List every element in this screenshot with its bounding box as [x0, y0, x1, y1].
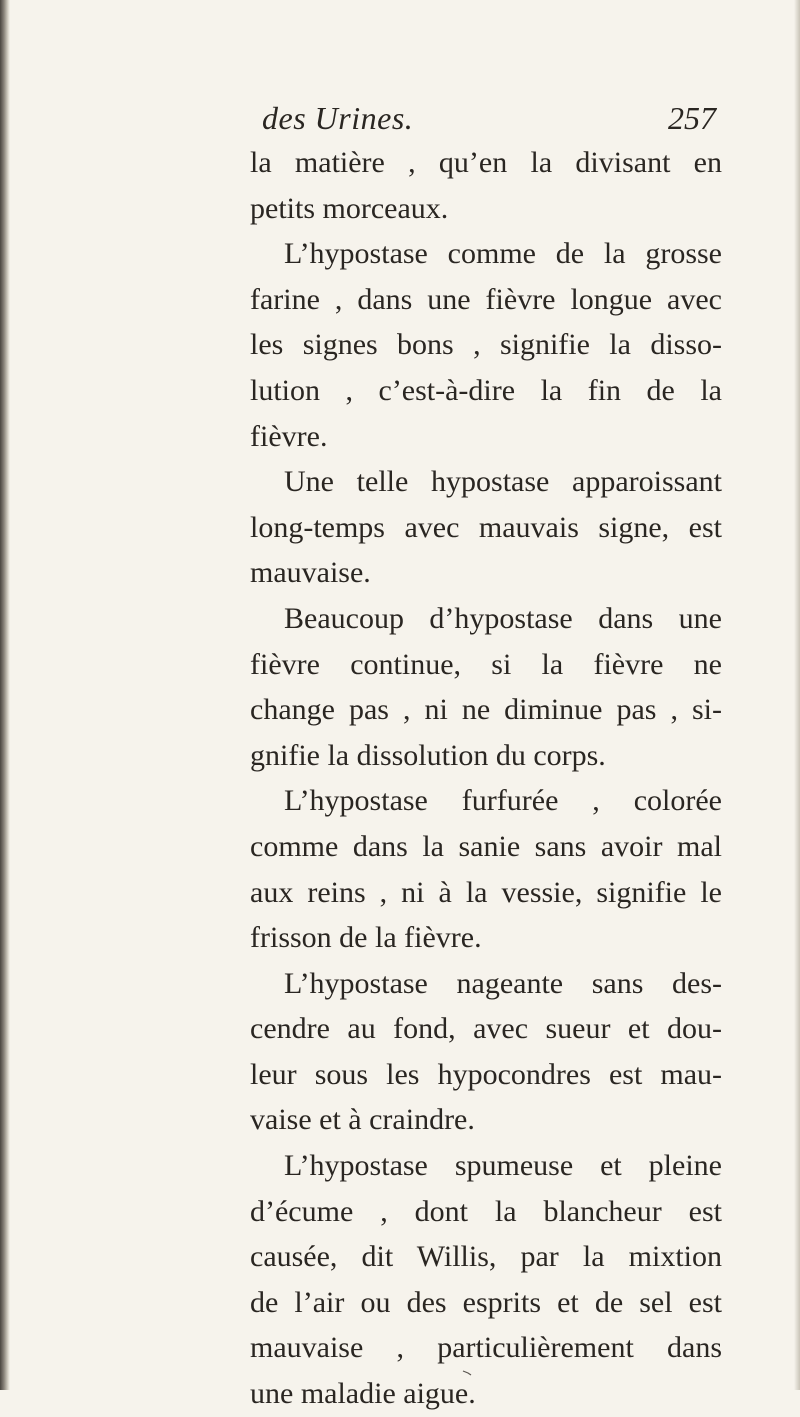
text-line: Beaucoup d’hypostase dans une	[284, 601, 722, 635]
text-line: Une telle hypostase apparoissant	[284, 465, 722, 499]
running-title: des Urines.	[262, 100, 414, 136]
text-line: mauvaise , particulièrement dans	[250, 1331, 722, 1365]
page-right-edge	[794, 0, 800, 1390]
body-text	[250, 140, 722, 1417]
text-line: aux reins , ni à la vessie, signifie le	[250, 875, 722, 909]
page-binding-edge	[0, 0, 10, 1390]
text-line: mauvaise.	[250, 556, 371, 590]
text-line: vaise et à craindre.	[250, 1103, 475, 1137]
text-line: d’écume , dont la blancheur est	[250, 1194, 722, 1228]
text-line: comme dans la sanie sans avoir mal	[250, 829, 722, 863]
text-line: une maladie aigue.	[250, 1377, 476, 1411]
text-line: causée, dit Willis, par la mixtion	[250, 1240, 722, 1274]
text-line: de l’air ou des esprits et de sel est	[250, 1285, 722, 1319]
text-line: la matière , qu’en la divisant en	[250, 146, 722, 179]
text-line: cendre au fond, avec sueur et dou-	[250, 1012, 722, 1046]
text-line: long-temps avec mauvais signe, est	[250, 510, 722, 544]
text-line: frisson de la fièvre.	[250, 921, 482, 955]
running-head	[262, 100, 716, 140]
text-line: leur sous les hypocondres est mau-	[250, 1057, 722, 1091]
text-line: L’hypostase spumeuse et pleine	[284, 1149, 722, 1183]
text-line: L’hypostase furfurée , colorée	[284, 784, 722, 818]
page-number: 257	[668, 100, 716, 136]
text-line: change pas , ni ne diminue pas , si-	[250, 693, 722, 727]
ink-mark	[462, 1370, 472, 1376]
text-line: lution , c’est-à-dire la fin de la	[250, 373, 722, 407]
text-line: petits morceaux.	[250, 191, 449, 225]
text-line: fièvre.	[250, 419, 328, 453]
text-line: gnifie la dissolution du corps.	[250, 738, 606, 772]
text-line: L’hypostase comme de la grosse	[284, 237, 722, 271]
text-line: L’hypostase nageante sans des-	[284, 966, 722, 1000]
text-line: fièvre continue, si la fièvre ne	[250, 647, 722, 681]
text-line: farine , dans une fièvre longue avec	[250, 282, 722, 316]
text-line: les signes bons , signifie la disso-	[250, 328, 722, 362]
